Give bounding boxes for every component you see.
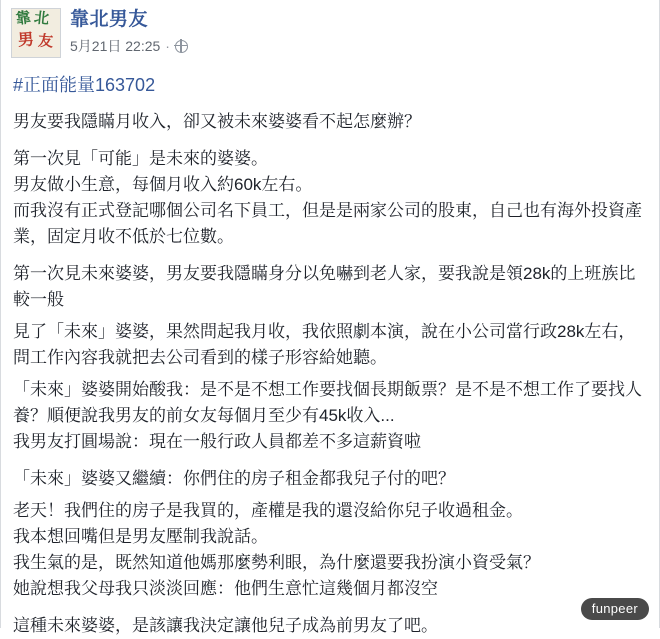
meta-separator: · — [165, 38, 170, 54]
spacer — [13, 602, 647, 613]
post-paragraph: 男友要我隱瞞月收入，卻又被未來婆婆看不起怎麼辦？ — [13, 112, 421, 131]
post-paragraph: 她說想我父母我只淡淡回應：他們生意忙這幾個月都沒空 — [13, 579, 438, 598]
spacer — [13, 250, 647, 261]
post-header-text — [70, 8, 188, 56]
avatar-glyph-3: 男 — [17, 31, 35, 50]
post-paragraph: 我本想回嘴但是男友壓制我說話。 — [13, 527, 268, 546]
globe-icon[interactable] — [175, 40, 188, 53]
post-paragraph: 我生氣的是，既然知道他媽那麼勢利眼，為什麼還要我扮演小資受氣？ — [13, 553, 540, 572]
avatar-glyph-2: 北 — [33, 10, 50, 28]
post-header — [1, 0, 659, 58]
post-paragraph: 我男友打圓場說：現在一般行政人員都差不多這薪資啦 — [13, 432, 421, 451]
post-paragraph: 第一次見「可能」是未來的婆婆。 — [13, 149, 268, 168]
post-paragraph: 「未來」婆婆又繼續：你們住的房子租金都我兒子付的吧？ — [13, 469, 455, 488]
post-paragraph: 男友做小生意，每個月收入約60k左右。 — [13, 175, 313, 194]
avatar-glyph-1: 靠 — [14, 10, 32, 28]
spacer — [13, 455, 647, 466]
post-paragraph: 第一次見未來婆婆，男友要我隱瞞身分以免嚇到老人家，要我說是領28k的上班族比較一般 — [13, 264, 636, 309]
post-paragraph: 而我沒有正式登記哪個公司名下員工，但是是兩家公司的股東，自己也有海外投資產業，固定月收不低於七位數。 — [13, 201, 642, 246]
avatar[interactable] — [11, 8, 61, 58]
spacer — [13, 135, 647, 146]
post-paragraph: 老天！我們住的房子是我買的，產權是我的還沒給你兒子收過租金。 — [13, 501, 523, 520]
post-meta — [70, 36, 188, 56]
post-paragraph: 見了「未來」婆婆，果然問起我月收，我依照劇本演，說在小公司當行政28k左右，問工作內容我就把去公司看到的樣子形容給她聽。 — [13, 322, 636, 367]
post-timestamp[interactable]: 5月21日 22:25 — [70, 38, 161, 54]
page-name-link[interactable]: 靠北男友 — [70, 9, 149, 30]
avatar-glyph-4: 友 — [37, 33, 54, 51]
watermark-badge: funpeer — [581, 598, 649, 620]
post-body — [1, 58, 659, 639]
post-paragraph: 這種未來婆婆，是該讓我決定讓他兒子成為前男友了吧。 — [13, 616, 438, 635]
hashtag-link[interactable]: #正面能量163702 — [13, 75, 156, 95]
post-paragraph: 「未來」婆婆開始酸我：是不是不想工作要找個長期飯票？是不是不想工作了要找人養？順便說我男友的前女友每個月至少有45k收入... — [13, 380, 642, 425]
